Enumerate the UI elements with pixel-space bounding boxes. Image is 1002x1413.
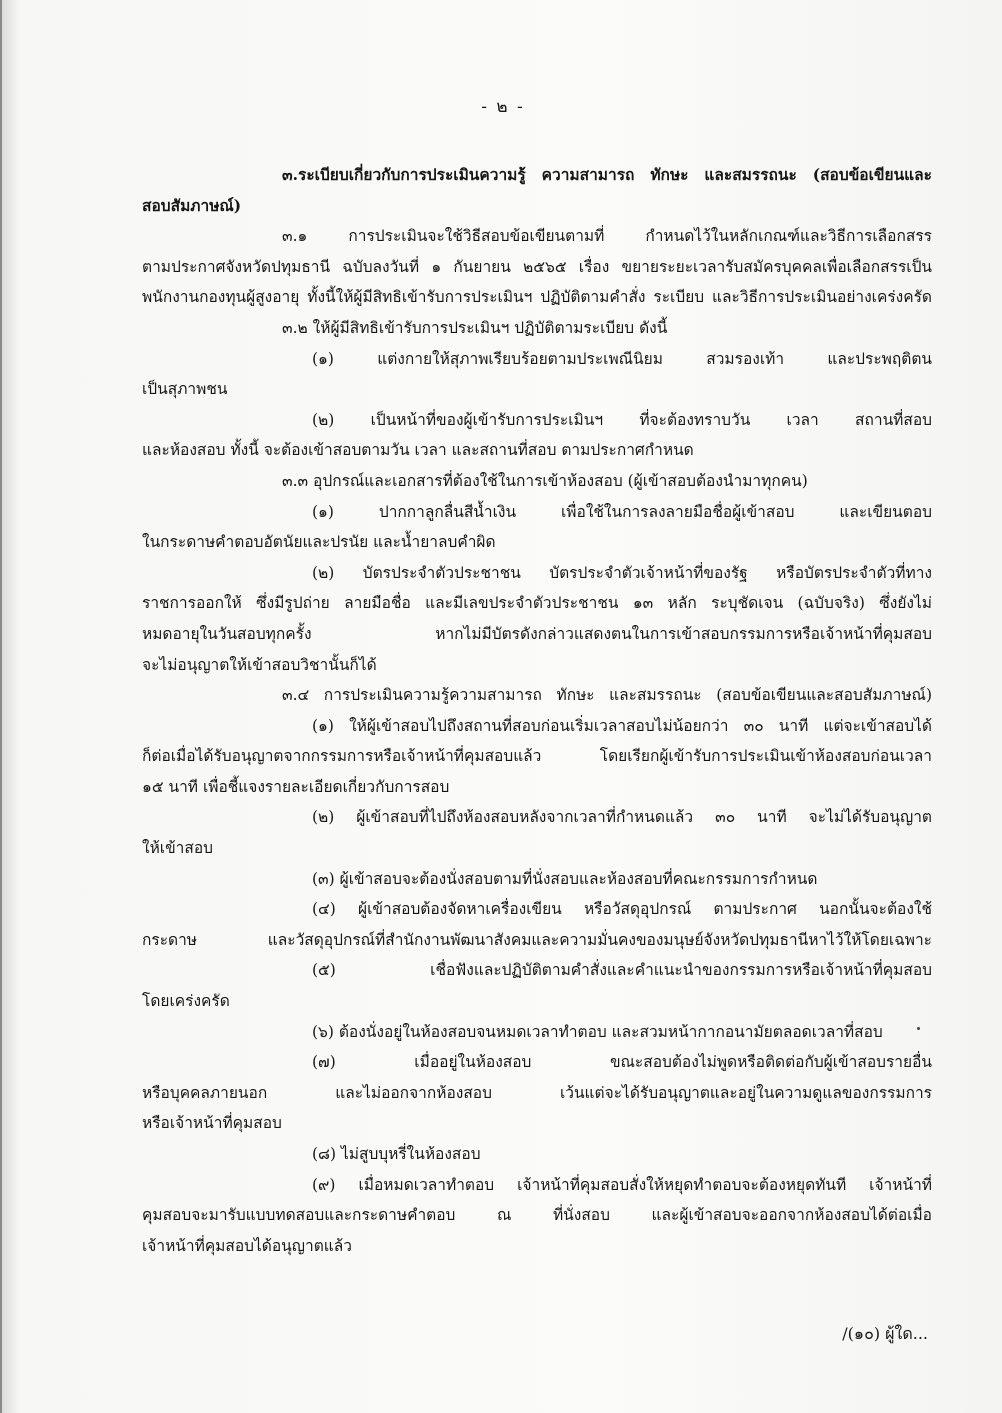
clause-3-4-item-cont: โดยเคร่งครัด: [142, 992, 230, 1011]
section-3-heading: ๓.ระเบียบเกี่ยวกับการประเมินความรู้ ความสามารถ ทักษะ และสมรรถนะ (สอบข้อเขียนและ: [282, 165, 932, 184]
document-body: [142, 160, 932, 1261]
clause-3-3-item: (๒) บัตรประจำตัวประชาชน บัตรประจำตัวเจ้าหน้าที่ของรัฐ หรือบัตรประจำตัวที่ทาง: [312, 563, 932, 582]
clause-3-2-item-cont: และห้องสอบ ทั้งนี้ จะต้องเข้าสอบตามวัน เวลา และสถานที่สอบ ตามประกาศกำหนด: [142, 441, 694, 460]
clause-3-4-item-cont: ให้เข้าสอบ: [142, 839, 213, 858]
section-3-heading-cont: สอบสัมภาษณ์): [142, 195, 242, 215]
clause-3-4-item-cont: กระดาษ และวัสดุอุปกรณ์ที่สำนักงานพัฒนาสังคมและความมั่นคงของมนุษย์จังหวัดปทุมธานีหาไว้ให้โดยเฉพาะ: [142, 930, 932, 949]
clause-3-4-item: (๓) ผู้เข้าสอบจะต้องนั่งสอบตามที่นั่งสอบและห้องสอบที่คณะกรรมการกำหนด: [312, 869, 818, 888]
clause-3-1-line: ตามประกาศจังหวัดปทุมธานี ฉบับลงวันที่ ๑ กันยายน ๒๕๖๕ เรื่อง ขยายระยะเวลารับสมัครบุคคลเพื่อเลือกสรรเป็น: [142, 257, 932, 276]
clause-3-4-item-cont: ๑๕ นาที เพื่อชี้แจงรายละเอียดเกี่ยวกับการสอบ: [142, 777, 450, 796]
clause-3-4-item: (๖) ต้องนั่งอยู่ในห้องสอบจนหมดเวลาทำตอบ และสวมหน้ากากอนามัยตลอดเวลาที่สอบ: [312, 1022, 883, 1041]
clause-3-4-item: (๔) ผู้เข้าสอบต้องจัดหาเครื่องเขียน หรือวัสดุอุปกรณ์ ตามประกาศ นอกนั้นจะต้องใช้: [312, 900, 932, 919]
clause-3-4-item: (๘) ไม่สูบบุหรี่ในห้องสอบ: [312, 1145, 481, 1163]
clause-3-3-item-cont: หมดอายุในวันสอบทุกครั้ง หากไม่มีบัตรดังกล่าวแสดงตนในการเข้าสอบกรรมการหรือเจ้าหน้าที่คุมสอบ: [142, 624, 932, 643]
clause-3-3-item-cont: ในกระดาษคำตอบอัตนัยและปรนัย และน้ำยาลบคำผิด: [142, 533, 496, 552]
clause-3-3-item: (๑) ปากกาลูกลื่นสีน้ำเงิน เพื่อใช้ในการลงลายมือชื่อผู้เข้าสอบ และเขียนตอบ: [312, 502, 932, 521]
clause-3-4-item-cont: เจ้าหน้าที่คุมสอบได้อนุญาตแล้ว: [142, 1236, 352, 1255]
clause-3-4-item: (๑) ให้ผู้เข้าสอบไปถึงสถานที่สอบก่อนเริ่มเวลาสอบไม่น้อยกว่า ๓๐ นาที แต่จะเข้าสอบได้: [312, 716, 932, 735]
clause-3-4-item: (๕) เชื่อฟังและปฏิบัติตามคำสั่งและคำแนะนำของกรรมการหรือเจ้าหน้าที่คุมสอบ: [312, 961, 932, 980]
scan-speck: [917, 1027, 920, 1030]
continuation-marker: /(๑๐) ผู้ใด...: [842, 1324, 928, 1343]
clause-3-4-item-cont: คุมสอบจะมารับแบบทดสอบและกระดาษคำตอบ ณ ที่นั่งสอบ และผู้เข้าสอบจะออกจากห้องสอบได้ต่อเมื่อ: [142, 1206, 932, 1225]
clause-3-1-line: ๓.๑ การประเมินจะใช้วิธีสอบข้อเขียนตามที่ กำหนดไว้ในหลักเกณฑ์และวิธีการเลือกสรร: [282, 227, 932, 246]
clause-3-4-item-cont: หรือบุคคลภายนอก และไม่ออกจากห้องสอบ เว้นแต่จะได้รับอนุญาตและอยู่ในความดูแลของกรรมการ: [142, 1083, 932, 1102]
clause-3-3-item-cont: ราชการออกให้ ซึ่งมีรูปถ่าย ลายมือชื่อ และมีเลขประจำตัวประชาชน ๑๓ หลัก ระบุชัดเจน (ฉบับจริง) ซึ่งยังไม่: [142, 594, 932, 613]
clause-3-4-title: ๓.๔ การประเมินความรู้ความสามารถ ทักษะ และสมรรถนะ (สอบข้อเขียนและสอบสัมภาษณ์): [282, 686, 932, 705]
clause-3-2-item-cont: เป็นสุภาพชน: [142, 380, 228, 399]
clause-3-2-item: (๑) แต่งกายให้สุภาพเรียบร้อยตามประเพณีนิยม สวมรองเท้า และประพฤติตน: [312, 349, 932, 368]
clause-3-4-item: (๗) เมื่ออยู่ในห้องสอบ ขณะสอบต้องไม่พูดหรือติดต่อกับผู้เข้าสอบรายอื่น: [312, 1053, 932, 1072]
clause-3-3-item-cont: จะไม่อนุญาตให้เข้าสอบวิชานั้นก็ได้: [142, 655, 377, 674]
page-number: - ๒ -: [481, 97, 525, 117]
clause-3-4-item-cont: หรือเจ้าหน้าที่คุมสอบ: [142, 1114, 282, 1133]
clause-3-2-title: ๓.๒ ให้ผู้มีสิทธิเข้ารับการประเมินฯ ปฏิบัติตามระเบียบ ดังนี้: [282, 318, 668, 337]
clause-3-4-item-cont: ก็ต่อเมื่อได้รับอนุญาตจากกรรมการหรือเจ้าหน้าที่คุมสอบแล้ว โดยเรียกผู้เข้ารับการประเมินเข้าห้องสอบก่อนเวลา: [142, 747, 932, 766]
clause-3-4-item: (๒) ผู้เข้าสอบที่ไปถึงห้องสอบหลังจากเวลาที่กำหนดแล้ว ๓๐ นาที จะไม่ได้รับอนุญาต: [312, 808, 932, 827]
clause-3-2-item: (๒) เป็นหน้าที่ของผู้เข้ารับการประเมินฯ ที่จะต้องทราบวัน เวลา สถานที่สอบ: [312, 410, 932, 429]
clause-3-4-item: (๙) เมื่อหมดเวลาทำตอบ เจ้าหน้าที่คุมสอบสั่งให้หยุดทำตอบจะต้องหยุดทันที เจ้าหน้าที่: [312, 1175, 932, 1194]
clause-3-3-title: ๓.๓ อุปกรณ์และเอกสารที่ต้องใช้ในการเข้าห้องสอบ (ผู้เข้าสอบต้องนำมาทุกคน): [282, 471, 808, 490]
clause-3-1-line: พนักงานกองทุนผู้สูงอายุ ทั้งนี้ให้ผู้มีสิทธิเข้ารับการประเมินฯ ปฏิบัติตามคำสั่ง ระเบียบ และวิธีการประเมินอย่างเคร่งครัด: [142, 288, 932, 307]
